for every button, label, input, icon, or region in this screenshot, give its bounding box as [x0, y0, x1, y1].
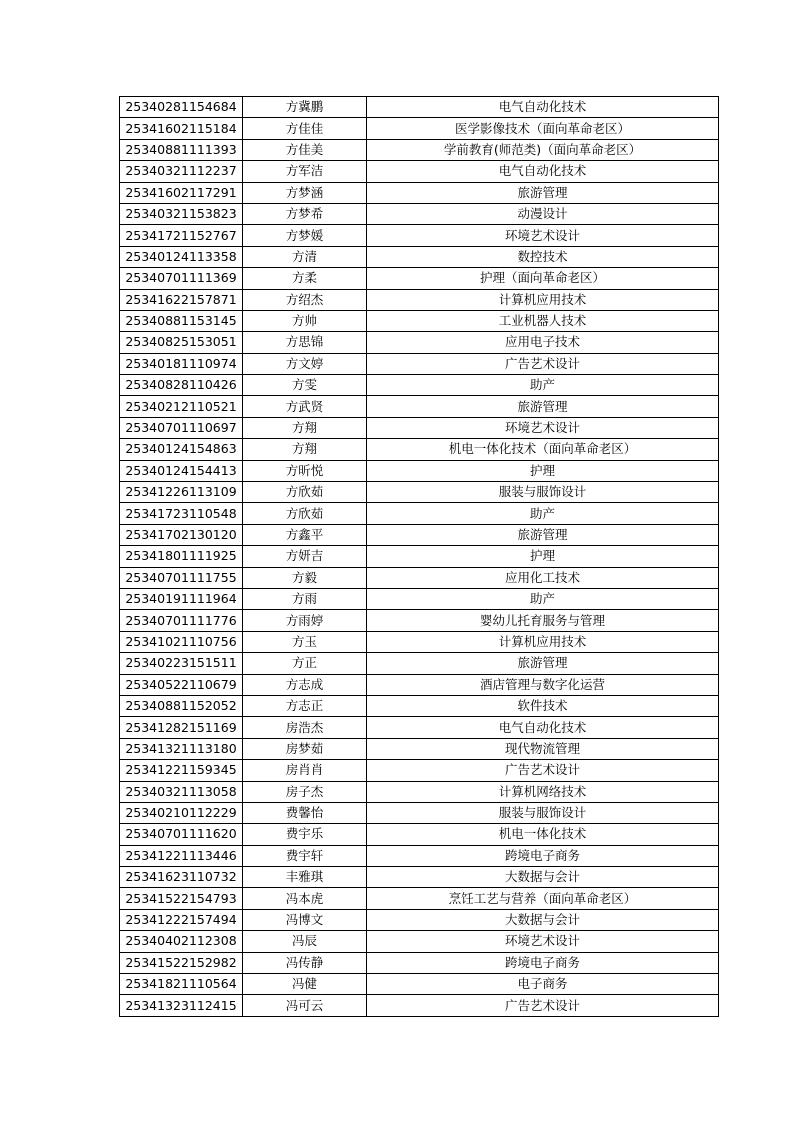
table-row — [120, 952, 719, 973]
student-id-cell: 25341801111925 — [120, 546, 243, 567]
table-row — [120, 439, 719, 460]
student-name-cell: 房子杰 — [243, 781, 367, 802]
student-name-cell: 方欣茹 — [243, 503, 367, 524]
table-row — [120, 139, 719, 160]
student-name-cell: 方雨 — [243, 588, 367, 609]
table-row — [120, 845, 719, 866]
student-name-cell: 方妍吉 — [243, 546, 367, 567]
student-name-cell: 方玉 — [243, 631, 367, 652]
major-cell: 广告艺术设计 — [367, 353, 719, 374]
student-name-cell: 房梦茹 — [243, 738, 367, 759]
student-id-cell: 25340701111755 — [120, 567, 243, 588]
student-name-cell: 冯辰 — [243, 931, 367, 952]
student-id-cell: 25341221159345 — [120, 760, 243, 781]
student-id-cell: 25341602115184 — [120, 118, 243, 139]
student-name-cell: 冯博文 — [243, 909, 367, 930]
student-name-cell: 费宇轩 — [243, 845, 367, 866]
student-id-cell: 25340828110426 — [120, 375, 243, 396]
student-id-cell: 25341522154793 — [120, 888, 243, 909]
major-cell: 旅游管理 — [367, 524, 719, 545]
student-id-cell: 25341623110732 — [120, 867, 243, 888]
student-id-cell: 25340124113358 — [120, 246, 243, 267]
table-row — [120, 867, 719, 888]
major-cell: 跨境电子商务 — [367, 845, 719, 866]
table-row — [120, 203, 719, 224]
major-cell: 电子商务 — [367, 974, 719, 995]
major-cell: 数控技术 — [367, 246, 719, 267]
table-row — [120, 995, 719, 1016]
major-cell: 环境艺术设计 — [367, 931, 719, 952]
student-id-cell: 25340701110697 — [120, 417, 243, 438]
table-row — [120, 824, 719, 845]
table-row — [120, 974, 719, 995]
table-row — [120, 610, 719, 631]
student-id-cell: 25341622157871 — [120, 289, 243, 310]
table-row — [120, 503, 719, 524]
major-cell: 广告艺术设计 — [367, 995, 719, 1016]
major-cell: 应用电子技术 — [367, 332, 719, 353]
student-id-cell: 25341282151169 — [120, 717, 243, 738]
student-id-cell: 25341221113446 — [120, 845, 243, 866]
student-id-cell: 25340210112229 — [120, 802, 243, 823]
major-cell: 旅游管理 — [367, 396, 719, 417]
student-name-cell: 方翔 — [243, 417, 367, 438]
major-cell: 医学影像技术（面向革命老区） — [367, 118, 719, 139]
major-cell: 服装与服饰设计 — [367, 802, 719, 823]
table-row — [120, 567, 719, 588]
student-name-cell: 方思锦 — [243, 332, 367, 353]
student-name-cell: 方绍杰 — [243, 289, 367, 310]
major-cell: 学前教育(师范类)（面向革命老区） — [367, 139, 719, 160]
major-cell: 旅游管理 — [367, 653, 719, 674]
major-cell: 烹饪工艺与营养（面向革命老区） — [367, 888, 719, 909]
table-row — [120, 460, 719, 481]
student-name-cell: 费宇乐 — [243, 824, 367, 845]
student-name-cell: 方文婷 — [243, 353, 367, 374]
student-id-cell: 25340701111369 — [120, 268, 243, 289]
major-cell: 现代物流管理 — [367, 738, 719, 759]
table-row — [120, 268, 719, 289]
table-row — [120, 717, 719, 738]
student-name-cell: 方雯 — [243, 375, 367, 396]
table-row — [120, 396, 719, 417]
student-name-cell: 方志成 — [243, 674, 367, 695]
major-cell: 环境艺术设计 — [367, 225, 719, 246]
table-row — [120, 888, 719, 909]
table-row — [120, 802, 719, 823]
student-name-cell: 方毅 — [243, 567, 367, 588]
student-id-cell: 25340701111620 — [120, 824, 243, 845]
student-id-cell: 25340281154684 — [120, 97, 243, 118]
student-id-cell: 25341323112415 — [120, 995, 243, 1016]
student-id-cell: 25340825153051 — [120, 332, 243, 353]
student-name-cell: 方柔 — [243, 268, 367, 289]
major-cell: 助产 — [367, 375, 719, 396]
major-cell: 护理 — [367, 460, 719, 481]
student-id-cell: 25340223151511 — [120, 653, 243, 674]
table-row — [120, 781, 719, 802]
table-row — [120, 375, 719, 396]
student-id-cell: 25340402112308 — [120, 931, 243, 952]
student-id-cell: 25341321113180 — [120, 738, 243, 759]
student-name-cell: 方武贤 — [243, 396, 367, 417]
major-cell: 广告艺术设计 — [367, 760, 719, 781]
table-body — [120, 97, 719, 1017]
table-row — [120, 161, 719, 182]
table-row — [120, 482, 719, 503]
major-cell: 电气自动化技术 — [367, 717, 719, 738]
major-cell: 护理 — [367, 546, 719, 567]
student-id-cell: 25341721152767 — [120, 225, 243, 246]
student-name-cell: 方冀鹏 — [243, 97, 367, 118]
table-row — [120, 760, 719, 781]
student-id-cell: 25340124154413 — [120, 460, 243, 481]
major-cell: 助产 — [367, 588, 719, 609]
student-name-cell: 方欣茹 — [243, 482, 367, 503]
student-id-cell: 25341821110564 — [120, 974, 243, 995]
student-id-cell: 25340181110974 — [120, 353, 243, 374]
student-id-cell: 25341021110756 — [120, 631, 243, 652]
student-id-cell: 25340321153823 — [120, 203, 243, 224]
student-name-cell: 丰雅琪 — [243, 867, 367, 888]
student-name-cell: 方佳佳 — [243, 118, 367, 139]
major-cell: 软件技术 — [367, 695, 719, 716]
major-cell: 计算机网络技术 — [367, 781, 719, 802]
student-name-cell: 冯可云 — [243, 995, 367, 1016]
student-name-cell: 房肖肖 — [243, 760, 367, 781]
major-cell: 护理（面向革命老区） — [367, 268, 719, 289]
major-cell: 电气自动化技术 — [367, 161, 719, 182]
student-name-cell: 方正 — [243, 653, 367, 674]
major-cell: 助产 — [367, 503, 719, 524]
student-id-cell: 25340124154863 — [120, 439, 243, 460]
student-name-cell: 方昕悦 — [243, 460, 367, 481]
table-row — [120, 631, 719, 652]
table-row — [120, 353, 719, 374]
table-row — [120, 588, 719, 609]
table-row — [120, 674, 719, 695]
student-name-cell: 费馨怡 — [243, 802, 367, 823]
table-row — [120, 182, 719, 203]
table-row — [120, 225, 719, 246]
table-row — [120, 909, 719, 930]
student-name-cell: 冯传静 — [243, 952, 367, 973]
major-cell: 机电一体化技术 — [367, 824, 719, 845]
major-cell: 旅游管理 — [367, 182, 719, 203]
student-name-cell: 方佳美 — [243, 139, 367, 160]
major-cell: 环境艺术设计 — [367, 417, 719, 438]
table-row — [120, 653, 719, 674]
student-id-cell: 25340321113058 — [120, 781, 243, 802]
major-cell: 动漫设计 — [367, 203, 719, 224]
student-name-cell: 方翔 — [243, 439, 367, 460]
major-cell: 婴幼儿托育服务与管理 — [367, 610, 719, 631]
student-name-cell: 冯健 — [243, 974, 367, 995]
major-cell: 计算机应用技术 — [367, 289, 719, 310]
major-cell: 机电一体化技术（面向革命老区） — [367, 439, 719, 460]
major-cell: 跨境电子商务 — [367, 952, 719, 973]
student-id-cell: 25340191111964 — [120, 588, 243, 609]
major-cell: 服装与服饰设计 — [367, 482, 719, 503]
table-row — [120, 524, 719, 545]
major-cell: 大数据与会计 — [367, 909, 719, 930]
table-row — [120, 310, 719, 331]
student-id-cell: 25341602117291 — [120, 182, 243, 203]
major-cell: 计算机应用技术 — [367, 631, 719, 652]
table-row — [120, 97, 719, 118]
student-id-cell: 25341723110548 — [120, 503, 243, 524]
table-row — [120, 289, 719, 310]
admission-list-table — [119, 96, 719, 1017]
student-id-cell: 25340701111776 — [120, 610, 243, 631]
major-cell: 酒店管理与数字化运营 — [367, 674, 719, 695]
table-row — [120, 417, 719, 438]
student-name-cell: 房浩杰 — [243, 717, 367, 738]
student-id-cell: 25340881152052 — [120, 695, 243, 716]
major-cell: 应用化工技术 — [367, 567, 719, 588]
student-id-cell: 25341522152982 — [120, 952, 243, 973]
student-id-cell: 25340212110521 — [120, 396, 243, 417]
student-name-cell: 方鑫平 — [243, 524, 367, 545]
major-cell: 大数据与会计 — [367, 867, 719, 888]
table-row — [120, 738, 719, 759]
table-row — [120, 118, 719, 139]
student-id-cell: 25341226113109 — [120, 482, 243, 503]
table-row — [120, 332, 719, 353]
major-cell: 工业机器人技术 — [367, 310, 719, 331]
student-name-cell: 方雨婷 — [243, 610, 367, 631]
major-cell: 电气自动化技术 — [367, 97, 719, 118]
student-name-cell: 冯本虎 — [243, 888, 367, 909]
student-name-cell: 方军洁 — [243, 161, 367, 182]
student-name-cell: 方志正 — [243, 695, 367, 716]
table-row — [120, 931, 719, 952]
student-id-cell: 25341222157494 — [120, 909, 243, 930]
table-row — [120, 246, 719, 267]
student-name-cell: 方梦希 — [243, 203, 367, 224]
student-name-cell: 方帅 — [243, 310, 367, 331]
student-name-cell: 方梦涵 — [243, 182, 367, 203]
student-id-cell: 25341702130120 — [120, 524, 243, 545]
table-row — [120, 695, 719, 716]
student-id-cell: 25340881153145 — [120, 310, 243, 331]
student-id-cell: 25340881111393 — [120, 139, 243, 160]
student-id-cell: 25340321112237 — [120, 161, 243, 182]
student-name-cell: 方清 — [243, 246, 367, 267]
table-row — [120, 546, 719, 567]
student-id-cell: 25340522110679 — [120, 674, 243, 695]
student-name-cell: 方梦媛 — [243, 225, 367, 246]
